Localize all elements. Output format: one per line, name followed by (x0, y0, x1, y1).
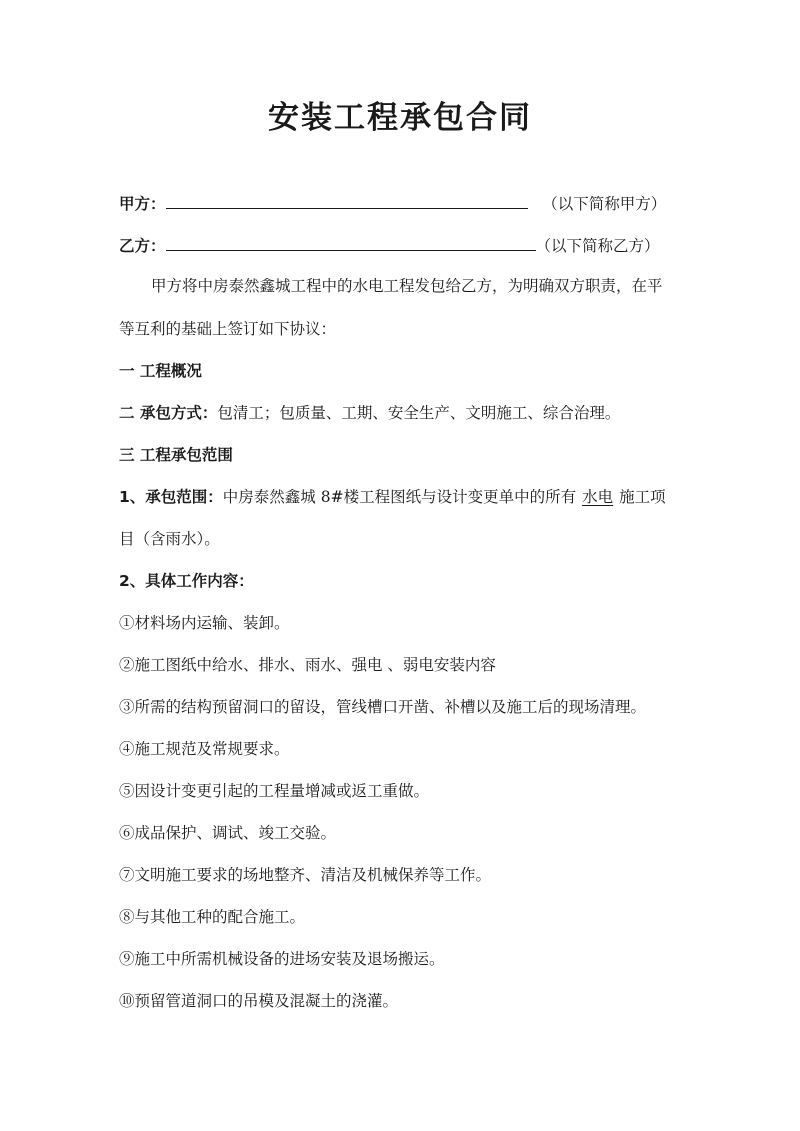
section-1-heading: 一 工程概况 (119, 362, 202, 380)
scope-underlined-trade: 水电 (582, 488, 614, 506)
party-b-blank (166, 233, 536, 251)
scope-line2: 目（含雨水）。 (119, 530, 220, 548)
party-a-label: 甲方： (119, 195, 166, 213)
section-2-heading: 二 承包方式： (119, 404, 218, 422)
work-item: ③所需的结构预留洞口的留设，管线槽口开凿、补槽以及施工后的现场清理。 (119, 698, 647, 716)
party-a-note: （以下简称甲方） (542, 195, 667, 213)
party-b-note: （以下简称乙方） (535, 237, 660, 255)
document-title: 安装工程承包合同 (268, 100, 532, 136)
intro-paragraph-line2: 等互利的基础上签订如下协议： (119, 320, 337, 338)
work-item: ②施工图纸中给水、排水、雨水、强电 、弱电安装内容 (119, 656, 496, 674)
section-2-text: 包清工；包质量、工期、安全生产、文明施工、综合治理。 (217, 404, 621, 422)
scope-heading: 1、承包范围： (119, 488, 223, 506)
work-item: ⑩预留管道洞口的吊模及混凝土的浇灌。 (119, 992, 399, 1010)
scope-text-after: 施工项 (619, 488, 666, 506)
party-a-line (119, 191, 666, 215)
work-item: ①材料场内运输、装卸。 (119, 614, 290, 632)
work-content-heading: 2、具体工作内容： (119, 572, 254, 590)
intro-paragraph-line1: 甲方将中房泰然鑫城工程中的水电工程发包给乙方，为明确双方职责，在平 (151, 277, 663, 295)
scope-line1 (119, 486, 666, 508)
party-b-line (119, 233, 660, 257)
party-b-label: 乙方： (119, 237, 166, 255)
work-item: ⑧与其他工种的配合施工。 (119, 908, 306, 926)
work-item: ⑤因设计变更引起的工程量增减或返工重做。 (119, 782, 430, 800)
work-item: ⑦文明施工要求的场地整齐、清洁及机械保养等工作。 (119, 866, 492, 884)
section-2-line (119, 402, 620, 424)
scope-text-before: 中房泰然鑫城 8#楼工程图纸与设计变更单中的所有 (222, 488, 577, 506)
work-item: ④施工规范及常规要求。 (119, 740, 290, 758)
section-3-heading: 三 工程承包范围 (119, 446, 233, 464)
work-item: ⑥成品保护、调试、竣工交验。 (119, 824, 337, 842)
party-a-blank (166, 191, 528, 209)
work-item: ⑨施工中所需机械设备的进场安装及退场搬运。 (119, 950, 445, 968)
